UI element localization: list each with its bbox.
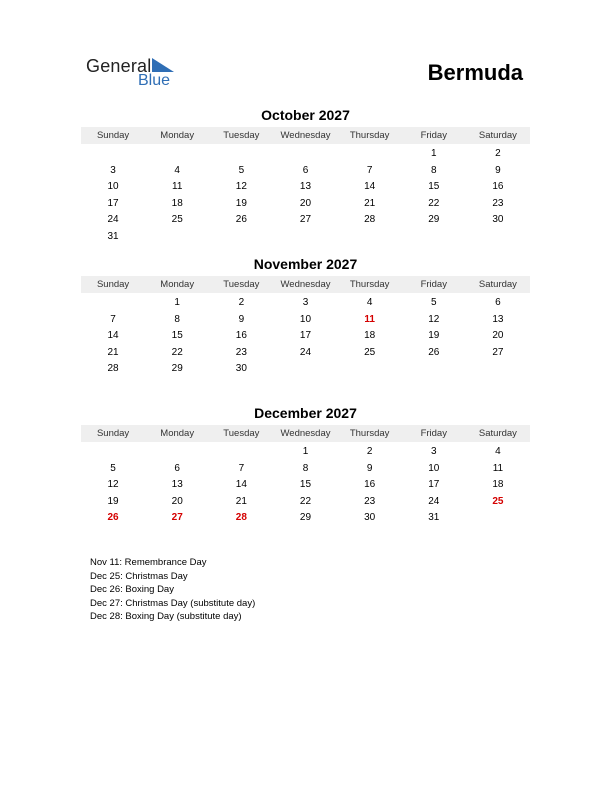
day-cell: 12 (107, 479, 119, 491)
weekday-label: Tuesday (223, 130, 260, 141)
day-cell: 29 (428, 214, 440, 226)
holiday-item: Nov 11: Remembrance Day (90, 557, 207, 568)
empty-day-cell (402, 361, 466, 378)
weekday-label: Sunday (96, 279, 130, 290)
day-cell: 17 (299, 330, 312, 342)
day-cell: 9 (366, 462, 373, 474)
month-title: December 2027 (254, 405, 357, 421)
day-cell: 24 (428, 495, 440, 507)
empty-day-cell (273, 146, 337, 163)
day-cell: 20 (171, 495, 183, 507)
weekday-label: Friday (420, 428, 447, 439)
holiday-day-cell: 26 (107, 512, 119, 524)
holiday-day-cell: 25 (492, 495, 504, 507)
empty-day-cell (81, 146, 145, 163)
day-cell: 6 (495, 297, 501, 308)
day-cell: 5 (110, 462, 116, 474)
day-cell: 1 (430, 148, 437, 159)
day-cell: 6 (302, 164, 309, 176)
weekday-label: Thursday (349, 279, 390, 290)
holiday-item: Dec 25: Christmas Day (90, 570, 188, 582)
weekday-label: Wednesday (280, 130, 331, 141)
month-title: October 2027 (261, 107, 350, 123)
weekday-header (81, 425, 530, 442)
day-cell: 6 (174, 462, 180, 474)
holiday-item: Dec 28: Boxing Day (substitute day) (90, 611, 242, 622)
day-cell: 4 (495, 446, 501, 457)
day-cell: 5 (238, 164, 245, 176)
day-cell: 29 (299, 512, 312, 524)
day-cell: 5 (430, 297, 437, 308)
day-cell: 17 (428, 479, 440, 491)
day-cell: 15 (171, 330, 183, 342)
weekday-header (81, 127, 530, 144)
weekday-label: Thursday (349, 130, 390, 141)
day-cell: 7 (366, 164, 373, 176)
month-october (81, 106, 530, 246)
holiday-item: Dec 26: Boxing Day (90, 584, 174, 595)
empty-day-cell (145, 146, 209, 163)
logo-word-general: General (86, 56, 152, 76)
day-cell: 18 (364, 330, 376, 342)
day-cell: 19 (235, 197, 247, 209)
weekday-label: Monday (160, 428, 195, 439)
day-cell: 3 (110, 164, 116, 176)
empty-day-cell (209, 146, 273, 163)
empty-day-cell (402, 229, 466, 246)
holiday-day-cell: 11 (364, 313, 375, 325)
empty-day-cell (273, 229, 337, 246)
day-cell: 14 (364, 181, 376, 193)
day-cell: 22 (428, 197, 440, 209)
day-cell: 12 (235, 181, 247, 193)
day-cell: 25 (364, 346, 376, 358)
day-cell: 21 (364, 197, 376, 209)
day-cell: 13 (299, 181, 312, 193)
day-cell: 19 (428, 330, 440, 342)
day-cell: 28 (364, 214, 376, 226)
day-cell: 20 (492, 330, 504, 342)
day-cell: 10 (428, 462, 440, 474)
weekday-label: Tuesday (223, 428, 260, 439)
day-cell: 25 (171, 214, 183, 226)
day-cell: 14 (107, 330, 119, 342)
empty-day-cell (209, 229, 273, 246)
weekday-label: Wednesday (280, 279, 331, 290)
empty-day-cell (81, 444, 145, 461)
day-cell: 22 (171, 346, 183, 358)
day-cell: 16 (235, 330, 247, 342)
holiday-day-cell: 28 (235, 512, 247, 524)
day-cell: 8 (174, 313, 180, 325)
country-title: Bermuda (427, 60, 523, 85)
empty-day-cell (145, 229, 209, 246)
day-cell: 8 (430, 164, 437, 176)
empty-day-cell (338, 229, 402, 246)
weekday-label: Saturday (478, 428, 517, 439)
weekday-label: Saturday (478, 279, 517, 290)
day-cell: 13 (492, 313, 504, 325)
day-cell: 10 (107, 181, 119, 193)
day-cell: 11 (492, 462, 504, 474)
holiday-item: Dec 27: Christmas Day (substitute day) (90, 597, 256, 609)
day-cell: 4 (174, 164, 180, 176)
day-cell: 22 (299, 495, 312, 507)
day-cell: 16 (492, 181, 504, 193)
empty-day-cell (145, 444, 209, 461)
days-grid (81, 146, 530, 246)
day-cell: 30 (235, 363, 247, 375)
holiday-day-cell: 27 (171, 512, 183, 524)
days-grid (81, 444, 530, 527)
weekday-label: Sunday (96, 130, 130, 141)
logo-triangle-icon (152, 58, 174, 72)
weekday-label: Saturday (478, 130, 517, 141)
day-cell: 16 (364, 479, 376, 491)
month-december (81, 404, 530, 527)
day-cell: 17 (107, 197, 119, 209)
day-cell: 15 (428, 181, 440, 193)
weekday-label: Wednesday (280, 428, 331, 439)
day-cell: 23 (235, 346, 247, 358)
day-cell: 19 (107, 495, 119, 507)
weekday-label: Monday (160, 279, 195, 290)
weekday-label: Sunday (96, 428, 130, 439)
day-cell: 18 (171, 197, 183, 209)
day-cell: 24 (299, 346, 312, 358)
day-cell: 26 (428, 346, 440, 358)
weekday-label: Friday (420, 130, 447, 141)
day-cell: 24 (107, 214, 119, 226)
day-cell: 1 (302, 446, 309, 457)
weekday-label: Thursday (349, 428, 390, 439)
day-cell: 26 (235, 214, 247, 226)
day-cell: 15 (299, 479, 312, 491)
day-cell: 23 (364, 495, 376, 507)
day-cell: 27 (492, 346, 504, 358)
day-cell: 7 (238, 462, 245, 474)
month-november (81, 255, 530, 378)
month-title: November 2027 (253, 256, 358, 272)
weekday-header (81, 276, 530, 293)
empty-day-cell (209, 444, 273, 461)
day-cell: 21 (107, 346, 119, 358)
days-grid (81, 295, 530, 378)
day-cell: 27 (299, 214, 312, 226)
day-cell: 9 (495, 164, 501, 176)
empty-day-cell (338, 361, 402, 378)
day-cell: 9 (238, 313, 245, 325)
holiday-list (90, 556, 255, 624)
day-cell: 29 (171, 363, 183, 375)
day-cell: 1 (174, 297, 180, 308)
day-cell: 4 (366, 297, 373, 308)
empty-day-cell (273, 361, 337, 378)
day-cell: 2 (495, 148, 501, 159)
day-cell: 2 (238, 297, 245, 308)
weekday-label: Monday (160, 130, 195, 141)
empty-day-cell (466, 361, 530, 378)
weekday-label: Friday (420, 279, 447, 290)
day-cell: 2 (366, 446, 373, 457)
empty-day-cell (81, 295, 145, 312)
day-cell: 31 (428, 512, 440, 524)
day-cell: 30 (364, 512, 376, 524)
day-cell: 13 (171, 479, 183, 491)
generalblue-logo (86, 56, 196, 92)
day-cell: 10 (299, 313, 312, 325)
day-cell: 21 (235, 495, 247, 507)
day-cell: 20 (299, 197, 312, 209)
day-cell: 18 (492, 479, 504, 491)
day-cell: 3 (302, 297, 309, 308)
empty-day-cell (338, 146, 402, 163)
day-cell: 3 (430, 446, 437, 457)
day-cell: 8 (302, 462, 309, 474)
empty-day-cell (466, 510, 530, 527)
day-cell: 14 (235, 479, 247, 491)
empty-day-cell (466, 229, 530, 246)
weekday-label: Tuesday (223, 279, 260, 290)
day-cell: 28 (107, 363, 119, 375)
day-cell: 30 (492, 214, 504, 226)
day-cell: 7 (110, 313, 116, 325)
logo-word-blue: Blue (138, 72, 171, 89)
day-cell: 12 (428, 313, 440, 325)
day-cell: 23 (492, 197, 504, 209)
day-cell: 31 (107, 230, 119, 242)
day-cell: 11 (172, 181, 183, 193)
